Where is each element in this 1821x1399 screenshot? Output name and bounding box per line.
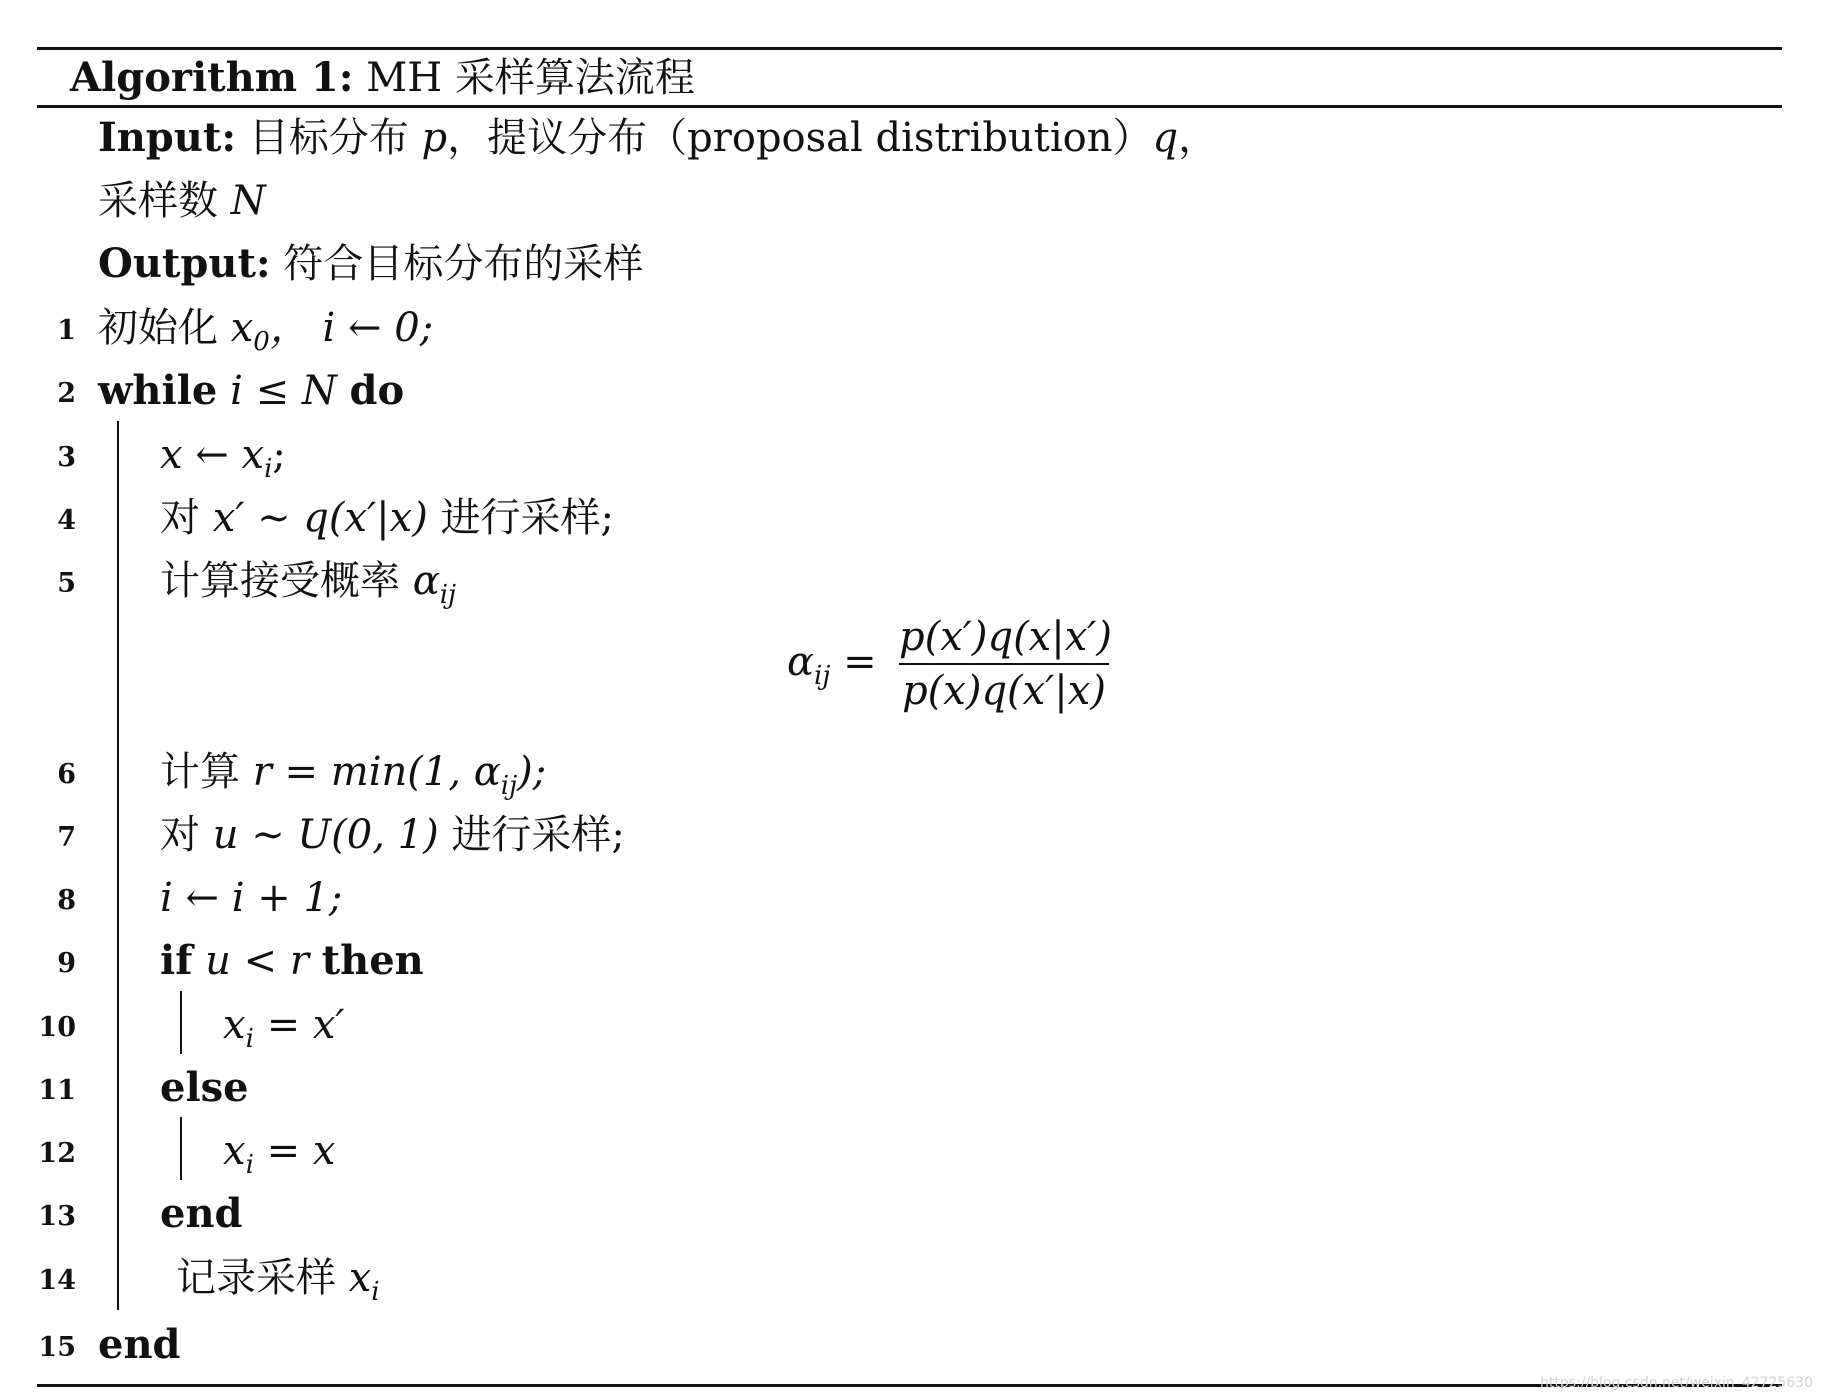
keyword-do: do bbox=[349, 367, 405, 414]
algo-line-14 bbox=[176, 1254, 380, 1307]
line-number: 3 bbox=[57, 442, 76, 473]
then-block-bar bbox=[180, 991, 182, 1054]
line-9-math: u < r bbox=[205, 938, 309, 984]
algo-line-9 bbox=[160, 937, 424, 985]
input-text-samples: 采样数 bbox=[98, 178, 218, 224]
algo-line-5 bbox=[160, 557, 457, 610]
top-rule bbox=[37, 47, 1782, 50]
else-block-bar bbox=[180, 1117, 182, 1180]
algo-line-8 bbox=[160, 874, 342, 922]
while-block-bar bbox=[117, 421, 119, 1310]
line-4-post: 进行采样; bbox=[440, 495, 614, 541]
formula-equals: = bbox=[843, 639, 877, 685]
line-6-pre: 计算 bbox=[160, 749, 240, 795]
line-3-post: ; bbox=[272, 432, 286, 478]
keyword-then: then bbox=[321, 937, 424, 984]
algo-line-7 bbox=[160, 811, 625, 859]
input-q: q bbox=[1152, 115, 1179, 161]
line-12-sub: i bbox=[245, 1150, 254, 1180]
line-number: 12 bbox=[38, 1138, 76, 1169]
keyword-else: else bbox=[160, 1064, 249, 1111]
keyword-end-while: end bbox=[98, 1321, 181, 1368]
line-number: 15 bbox=[38, 1332, 76, 1363]
watermark: https://blog.csdn.net/weixin_42725630 bbox=[1539, 1375, 1813, 1391]
line-12-math: x bbox=[223, 1128, 246, 1174]
algo-line-11 bbox=[160, 1064, 249, 1112]
formula-lhs bbox=[787, 639, 877, 691]
line-1-text: 初始化 bbox=[98, 305, 218, 351]
caption-label: Algorithm 1: bbox=[70, 54, 354, 101]
algo-line-12 bbox=[223, 1127, 336, 1180]
line-14-math: x bbox=[348, 1255, 372, 1301]
line-3-sub: i bbox=[264, 454, 273, 484]
formula-numerator: p(x′)q(x|x′) bbox=[899, 614, 1112, 660]
line-number: 14 bbox=[38, 1265, 76, 1296]
input-text-target: 目标分布 bbox=[248, 115, 409, 161]
line-number: 1 bbox=[57, 315, 76, 346]
line-2-math: i ≤ N bbox=[230, 368, 337, 414]
output-text: 符合目标分布的采样 bbox=[283, 241, 644, 287]
line-6-post: ); bbox=[517, 749, 547, 795]
keyword-while: while bbox=[98, 367, 218, 414]
line-4-pre: 对 bbox=[160, 495, 200, 541]
line-7-pre: 对 bbox=[160, 812, 200, 858]
algo-line-1 bbox=[98, 304, 434, 357]
output-label: Output: bbox=[98, 240, 271, 287]
input-text-proposal: ，提议分布（proposal distribution） bbox=[447, 115, 1153, 161]
caption-rule bbox=[37, 105, 1782, 108]
algo-line-13 bbox=[160, 1190, 243, 1238]
line-10-math: x bbox=[223, 1002, 246, 1048]
line-10-sub: i bbox=[245, 1024, 254, 1054]
line-7-math: u ∼ U(0, 1) bbox=[212, 812, 439, 858]
algorithm-caption bbox=[70, 54, 695, 102]
line-12-post: = x bbox=[266, 1128, 336, 1174]
line-number: 4 bbox=[57, 505, 76, 536]
input-p: p bbox=[421, 115, 448, 161]
line-number: 5 bbox=[57, 568, 76, 599]
line-number: 13 bbox=[38, 1201, 76, 1232]
input-line bbox=[98, 114, 1218, 162]
line-8-math: i ← i + 1; bbox=[160, 875, 343, 921]
fraction-bar bbox=[899, 663, 1109, 665]
line-6-math: r = min(1, α bbox=[252, 749, 501, 795]
formula-alpha-sub: ij bbox=[814, 661, 831, 691]
algo-line-6 bbox=[160, 748, 547, 801]
line-number: 7 bbox=[57, 822, 76, 853]
line-1-math: x bbox=[230, 305, 254, 351]
input-N: N bbox=[230, 178, 266, 224]
line-number: 6 bbox=[57, 759, 76, 790]
line-14-sub: i bbox=[371, 1277, 380, 1307]
line-number: 2 bbox=[57, 378, 76, 409]
algo-line-15 bbox=[98, 1321, 181, 1369]
line-5-math: α bbox=[412, 558, 440, 604]
line-number: 9 bbox=[57, 948, 76, 979]
algo-line-2 bbox=[98, 367, 404, 415]
input-label: Input: bbox=[98, 114, 237, 161]
input-text-comma: ， bbox=[1178, 115, 1219, 161]
line-6-sub: ij bbox=[500, 771, 518, 801]
line-10-post: = x′ bbox=[266, 1002, 345, 1048]
line-number: 10 bbox=[38, 1012, 76, 1043]
caption-title: MH 采样算法流程 bbox=[366, 55, 695, 101]
formula-fraction bbox=[899, 613, 1112, 715]
formula-denominator: p(x)q(x′|x) bbox=[902, 668, 1106, 714]
bottom-rule bbox=[37, 1384, 1782, 1387]
line-3-math: x ← x bbox=[160, 432, 265, 478]
line-5-sub: ij bbox=[439, 580, 457, 610]
line-1-sub: 0 bbox=[253, 327, 270, 357]
line-number: 8 bbox=[57, 885, 76, 916]
algo-line-4 bbox=[160, 494, 614, 542]
line-5-pre: 计算接受概率 bbox=[160, 558, 400, 604]
line-14-pre: 记录采样 bbox=[176, 1255, 336, 1301]
line-4-math: x′ ∼ q(x′|x) bbox=[212, 495, 428, 541]
algo-line-10 bbox=[223, 1001, 345, 1054]
input-line-2 bbox=[98, 177, 266, 225]
formula-alpha: α bbox=[787, 639, 815, 685]
line-7-post: 进行采样; bbox=[451, 812, 625, 858]
keyword-end-if: end bbox=[160, 1190, 243, 1237]
line-1-post: ， i ← 0; bbox=[269, 305, 434, 351]
line-number: 11 bbox=[38, 1075, 76, 1106]
keyword-if: if bbox=[160, 937, 193, 984]
output-line bbox=[98, 240, 643, 288]
algo-line-3 bbox=[160, 431, 286, 484]
